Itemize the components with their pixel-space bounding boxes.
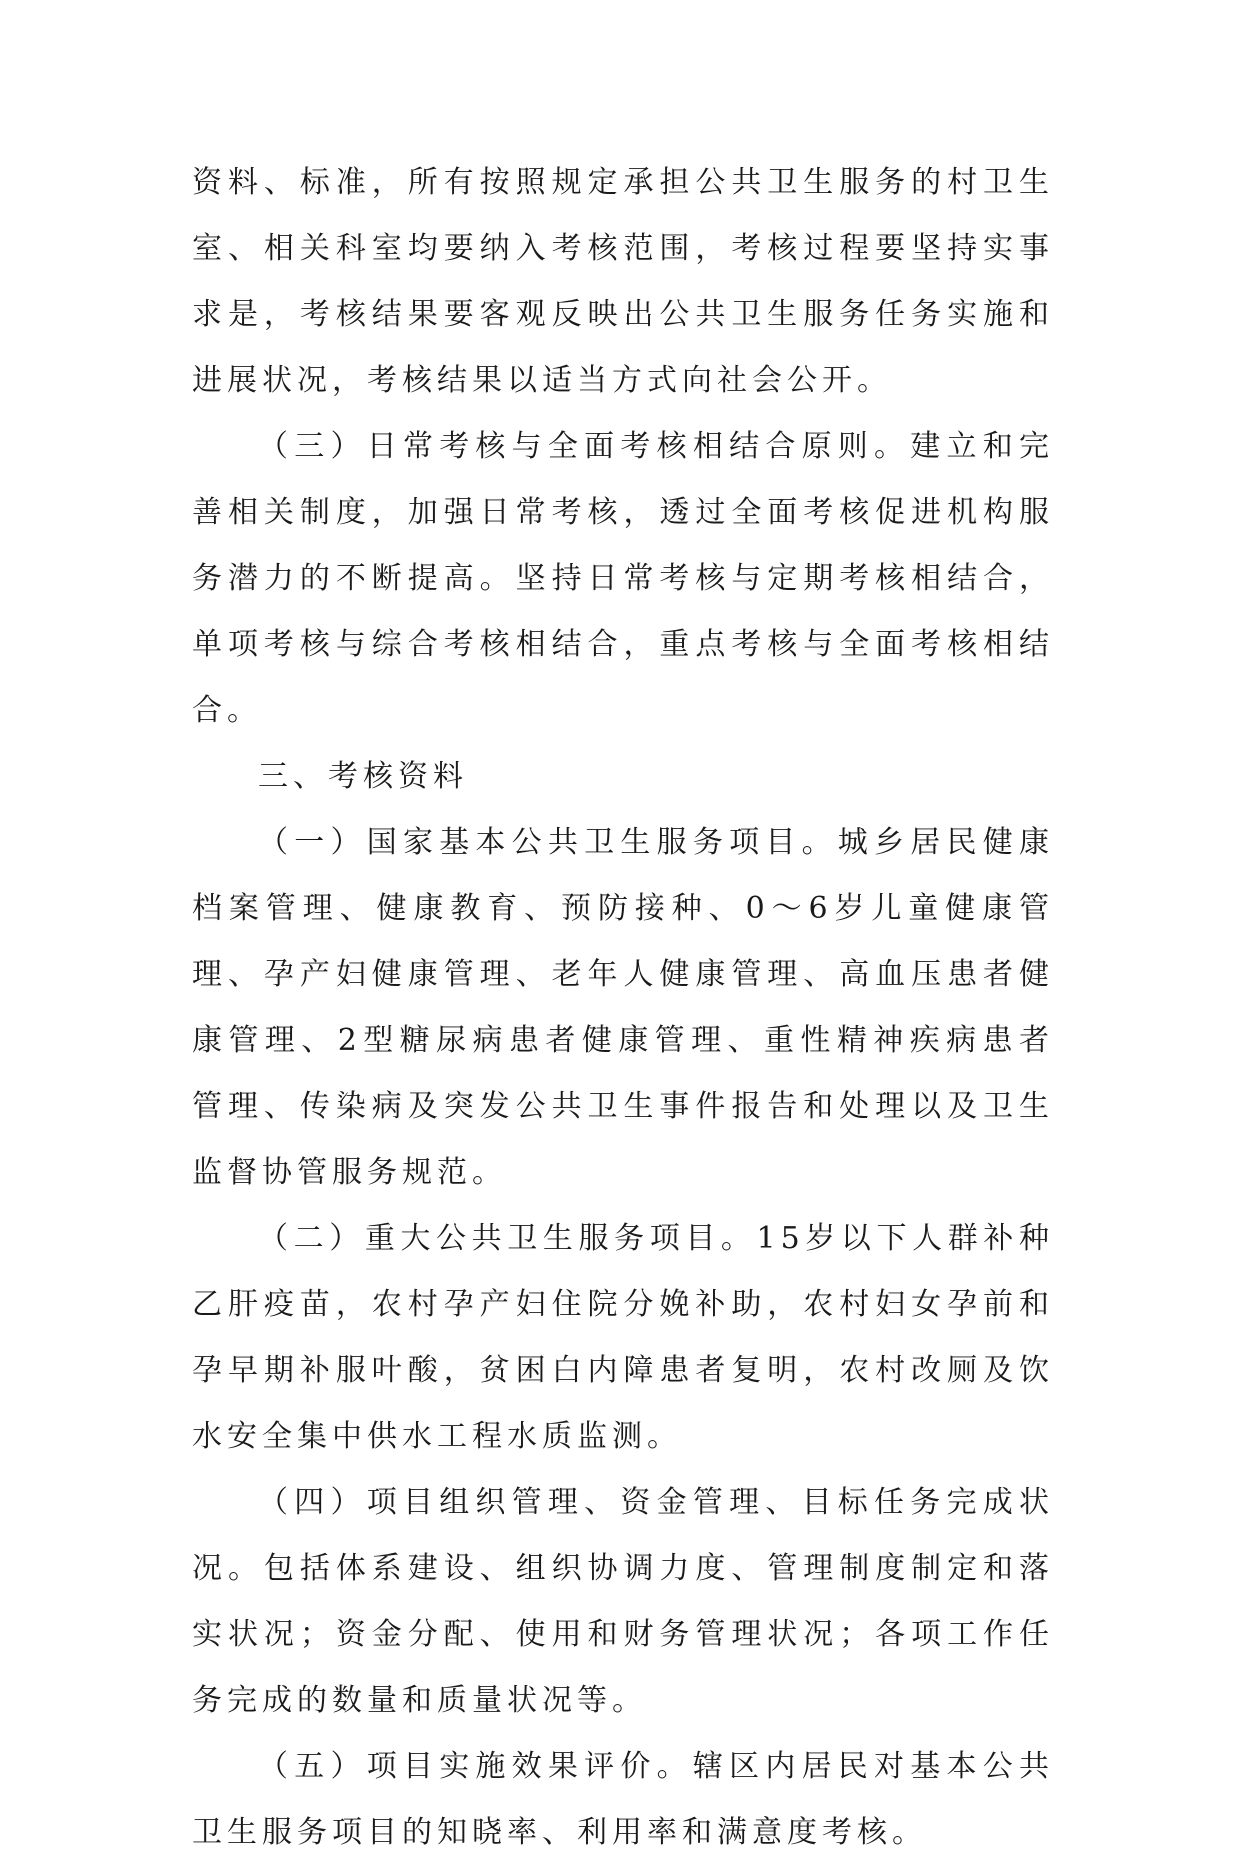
- section-heading-assessment-content: 三、考核资料: [258, 759, 468, 794]
- paragraph-principle-three: （三）日常考核与全面考核相结合原则。建立和完善相关制度，加强日常考核，透过全面考核促进机构服务潜力的不断提高。坚持日常考核与定期考核相结合，单项考核与综合考核相结合，重点考核与全面考核相结合。: [192, 429, 1054, 728]
- paragraph-continued-standards: 资料、标准，所有按照规定承担公共卫生服务的村卫生室、相关科室均要纳入考核范围，考核过程要坚持实事求是，考核结果要客观反映出公共卫生服务任务实施和进展状况，考核结果以适当方式向社会公开。: [192, 165, 1054, 398]
- paragraph-item-four: （四）项目组织管理、资金管理、目标任务完成状况。包括体系建设、组织协调力度、管理制度制定和落实状况；资金分配、使用和财务管理状况；各项工作任务完成的数量和质量状况等。: [192, 1485, 1054, 1718]
- document-page: [192, 150, 1054, 1866]
- paragraph-item-one: （一）国家基本公共卫生服务项目。城乡居民健康档案管理、健康教育、预防接种、0～6岁儿童健康管理、孕产妇健康管理、老年人健康管理、高血压患者健康管理、2型糖尿病患者健康管理、重性精神疾病患者管理、传染病及突发公共卫生事件报告和处理以及卫生监督协管服务规范。: [192, 825, 1054, 1190]
- paragraph-item-two: （二）重大公共卫生服务项目。15岁以下人群补种乙肝疫苗，农村孕产妇住院分娩补助，农村妇女孕前和孕早期补服叶酸，贫困白内障患者复明，农村改厕及饮水安全集中供水工程水质监测。: [192, 1221, 1054, 1454]
- paragraph-item-five: （五）项目实施效果评价。辖区内居民对基本公共卫生服务项目的知晓率、利用率和满意度考核。: [192, 1749, 1054, 1850]
